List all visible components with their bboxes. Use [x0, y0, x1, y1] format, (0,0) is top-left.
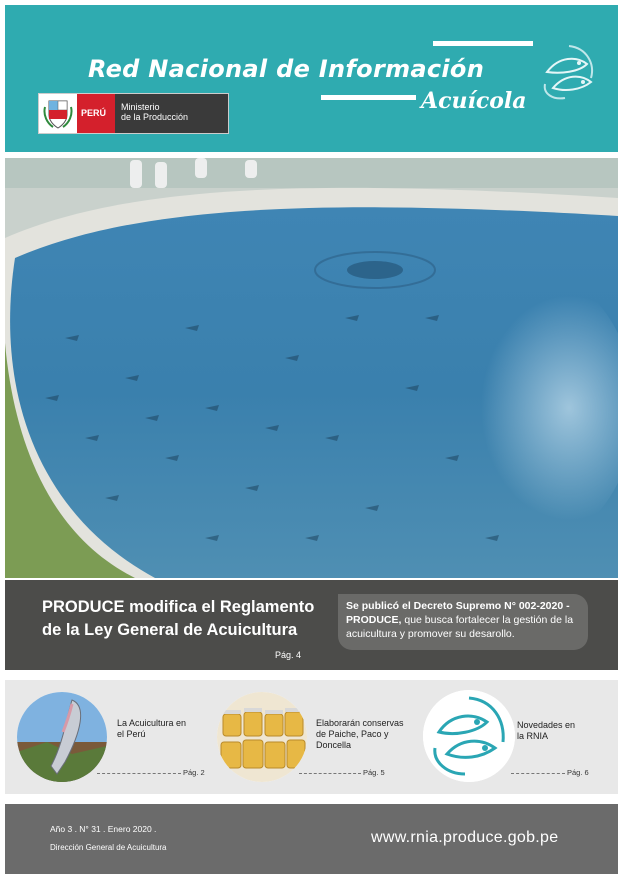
summary-bold-text: Se publicó el Decreto Supremo N° 002-2020 -PRODUCE,: [346, 600, 570, 626]
headline-line-1: PRODUCE modifica el Reglamento: [42, 598, 315, 616]
footer: [5, 804, 618, 874]
main-story-page-ref: Pág. 4: [275, 650, 302, 660]
masthead: [5, 5, 618, 152]
issue-info: Año 3 . N° 31 . Enero 2020 .: [50, 824, 157, 834]
ministry-logo: [38, 93, 229, 134]
country-label: PERÚ: [77, 94, 115, 133]
story-summary: [338, 594, 588, 650]
department-name: Dirección General de Acuicultura: [50, 843, 167, 852]
feature-2-line-1: Elaborarán conservas: [316, 718, 404, 728]
feature-image-1: [17, 692, 107, 782]
feature-image-2: [217, 692, 307, 782]
ministry-line-1: Ministerio: [121, 102, 160, 112]
feature-2-line-2: de Paiche, Paco y: [316, 729, 389, 739]
publication-subtitle: Acuícola: [421, 88, 527, 114]
main-story-banner: [5, 580, 618, 670]
feature-1-line-2: el Perú: [117, 729, 146, 739]
cover-photo: [5, 158, 618, 578]
trout-icon: [17, 692, 107, 782]
feature-3-page: Pág. 6: [567, 768, 589, 777]
feature-text-1: [117, 718, 186, 740]
jars-icon: [217, 692, 307, 782]
feature-1-page: Pág. 2: [183, 768, 205, 777]
summary-rest-text: que busca fortalecer la gestión de la acuicultura y promover su desarollo.: [346, 614, 574, 640]
headline-line-2: de la Ley General de Acuicultura: [42, 621, 298, 639]
ministry-line-2: de la Producción: [121, 112, 189, 122]
feature-image-3: [423, 690, 515, 782]
feature-divider: [299, 773, 361, 774]
feature-text-2: [316, 718, 404, 751]
ministry-name: [115, 94, 228, 133]
feature-3-line-2: la RNIA: [517, 731, 549, 741]
decorative-line: [433, 41, 533, 46]
feature-divider: [97, 773, 181, 774]
main-headline: [42, 596, 342, 642]
feature-text-3: [517, 720, 575, 742]
features-strip: [5, 680, 618, 794]
fish-pond-photo: [5, 158, 618, 578]
feature-3-line-1: Novedades en: [517, 720, 576, 730]
feature-2-page: Pág. 5: [363, 768, 385, 777]
fish-logo-icon: [539, 42, 599, 102]
feature-divider: [511, 773, 565, 774]
rnia-fish-logo-icon: [423, 690, 515, 782]
feature-2-line-3: Doncella: [316, 740, 352, 750]
national-crest-icon: [43, 97, 73, 131]
feature-1-line-1: La Acuicultura en: [117, 718, 187, 728]
decorative-line: [321, 95, 416, 100]
publication-title: Red Nacional de Información: [88, 55, 485, 83]
website-link[interactable]: www.rnia.produce.gob.pe: [371, 829, 559, 846]
